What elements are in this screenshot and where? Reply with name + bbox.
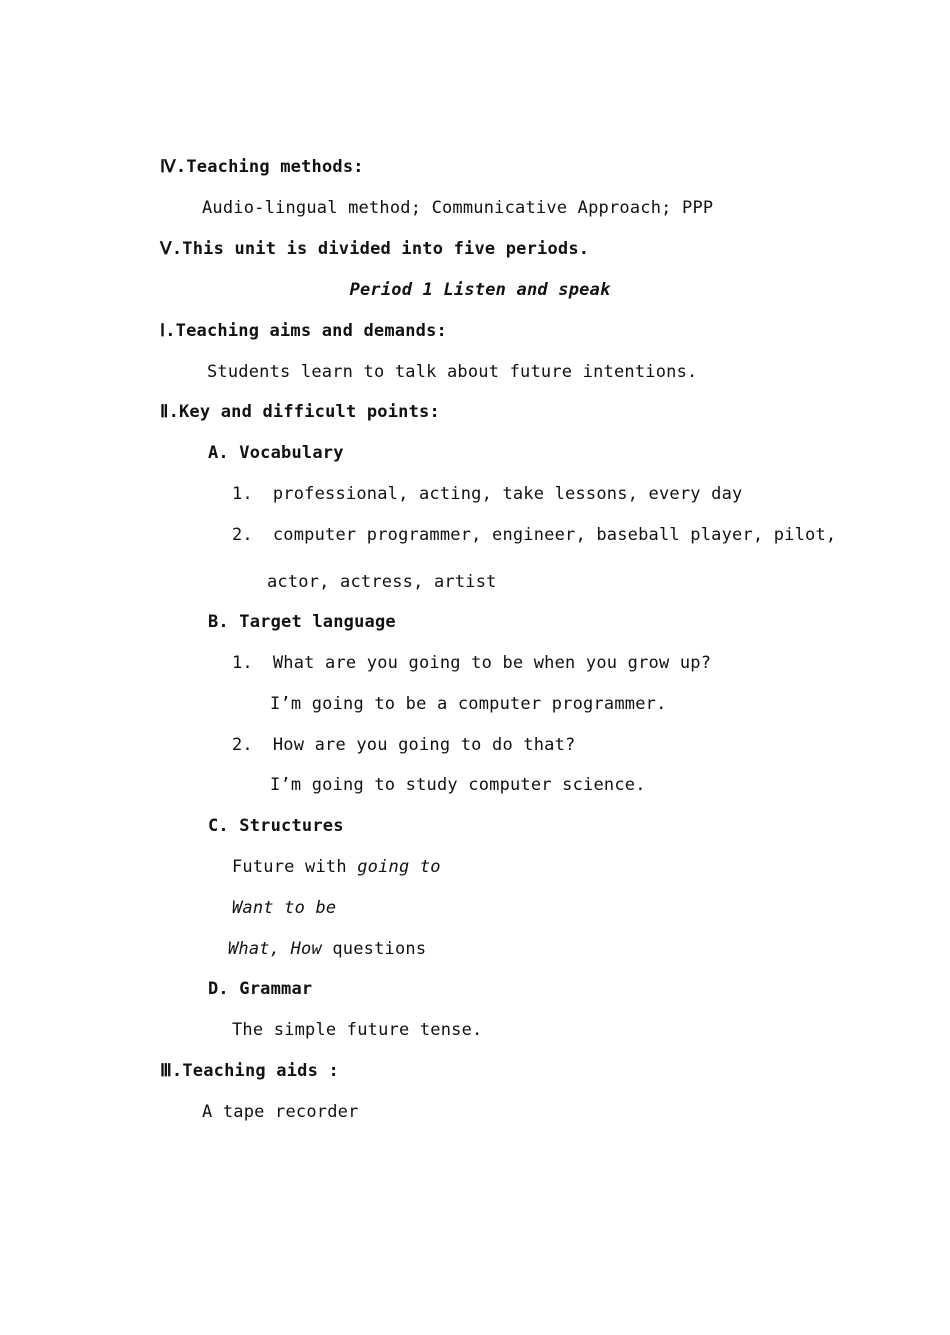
list-number: 1. [232,653,253,673]
grammar-text: The simple future tense. [232,1020,483,1040]
list-number: 1. [232,484,253,504]
list-number: 2. [232,525,253,545]
grammar-label: D. Grammar [208,979,313,999]
structure-line-1 [232,855,441,879]
question-text: What are you going to be when you grow up? [272,653,712,673]
section-v-heading: Ⅴ.This unit is divided into five periods. [160,239,590,259]
structure-line-3 [228,937,426,961]
structure-italic: What, How [228,939,322,959]
list-number: 2. [232,735,253,755]
list-item-text: professional, acting, take lessons, every day [272,484,743,504]
vocabulary-item-1 [232,482,742,506]
teaching-aids-text: A tape recorder [202,1102,359,1122]
target-language-item-2 [232,733,576,757]
question-text: How are you going to do that? [272,735,576,755]
structure-italic: going to [357,857,441,877]
section-i-heading: Ⅰ.Teaching aims and demands: [160,321,447,341]
target-language-answer-2: I’m going to study computer science. [270,775,646,795]
target-language-label: B. Target language [208,612,396,632]
section-iii-heading: Ⅲ.Teaching aids : [160,1061,339,1081]
target-language-item-1 [232,651,711,675]
teaching-aims-text: Students learn to talk about future intentions. [207,362,698,382]
structure-text: Future with [232,857,358,877]
vocabulary-item-2-continued: actor, actress, artist [267,572,497,592]
vocabulary-label: A. Vocabulary [208,443,344,463]
period-title: Period 1 Listen and speak [349,280,611,300]
target-language-answer-1: I’m going to be a computer programmer. [270,694,667,714]
teaching-methods-text: Audio-lingual method; Communicative Approach; PPP [202,198,714,218]
structures-label: C. Structures [208,816,344,836]
section-ii-heading: Ⅱ.Key and difficult points: [160,402,440,422]
vocabulary-item-2 [232,523,836,547]
structure-line-2: Want to be [232,898,337,918]
list-item-text: computer programmer, engineer, baseball player, pilot, [272,525,837,545]
structure-text: questions [321,939,427,959]
section-iv-heading: Ⅳ.Teaching methods: [160,157,364,177]
